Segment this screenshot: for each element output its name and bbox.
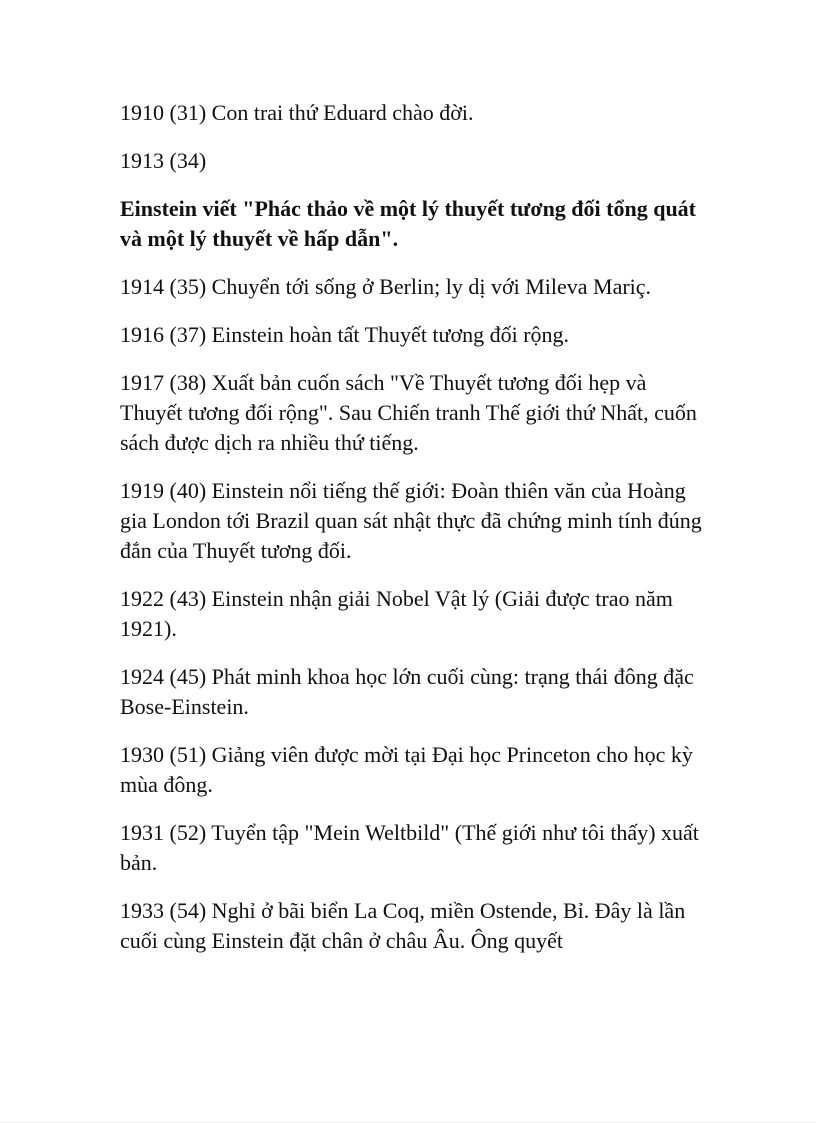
paragraph-1913: 1913 (34) [120,148,207,173]
paragraph-1922: 1922 (43) Einstein nhận giải Nobel Vật lý (Giải được trao năm 1921). [120,586,673,641]
paragraph-1916: 1916 (37) Einstein hoàn tất Thuyết tương đối rộng. [120,322,570,347]
paragraph-1924: 1924 (45) Phát minh khoa học lớn cuối cùng: trạng thái đông đặc Bose-Einstein. [120,664,694,719]
paragraph-1914: 1914 (35) Chuyển tới sống ở Berlin; ly dị với Mileva Mariç. [120,274,652,299]
paragraph-1933: 1933 (54) Nghỉ ở bãi biển La Coq, miền Ostende, Bỉ. Đây là lần cuối cùng Einstein đặt chân ở châu Âu. Ông quyết [120,898,686,953]
paragraph-1930: 1930 (51) Giảng viên được mời tại Đại học Princeton cho học kỳ mùa đông. [120,742,693,797]
paragraph-1931: 1931 (52) Tuyển tập "Mein Weltbild" (Thế giới như tôi thấy) xuất bản. [120,820,699,875]
paragraph-1919: 1919 (40) Einstein nổi tiếng thế giới: Đoàn thiên văn của Hoàng gia London tới Brazil quan sát nhật thực đã chứng minh tính đúng đắn của Thuyết tương đối. [120,478,702,563]
paragraph-1913-heading: Einstein viết "Phác thảo về một lý thuyết tương đối tổng quát và một lý thuyết về hấp dẫn". [120,196,697,251]
document-body [120,98,710,974]
paragraph-1910: 1910 (31) Con trai thứ Eduard chào đời. [120,100,474,125]
paragraph-1917: 1917 (38) Xuất bản cuốn sách "Về Thuyết tương đối hẹp và Thuyết tương đối rộng". Sau Chiến tranh Thế giới thứ Nhất, cuốn sách được dịch ra nhiều thứ tiếng. [120,370,697,455]
